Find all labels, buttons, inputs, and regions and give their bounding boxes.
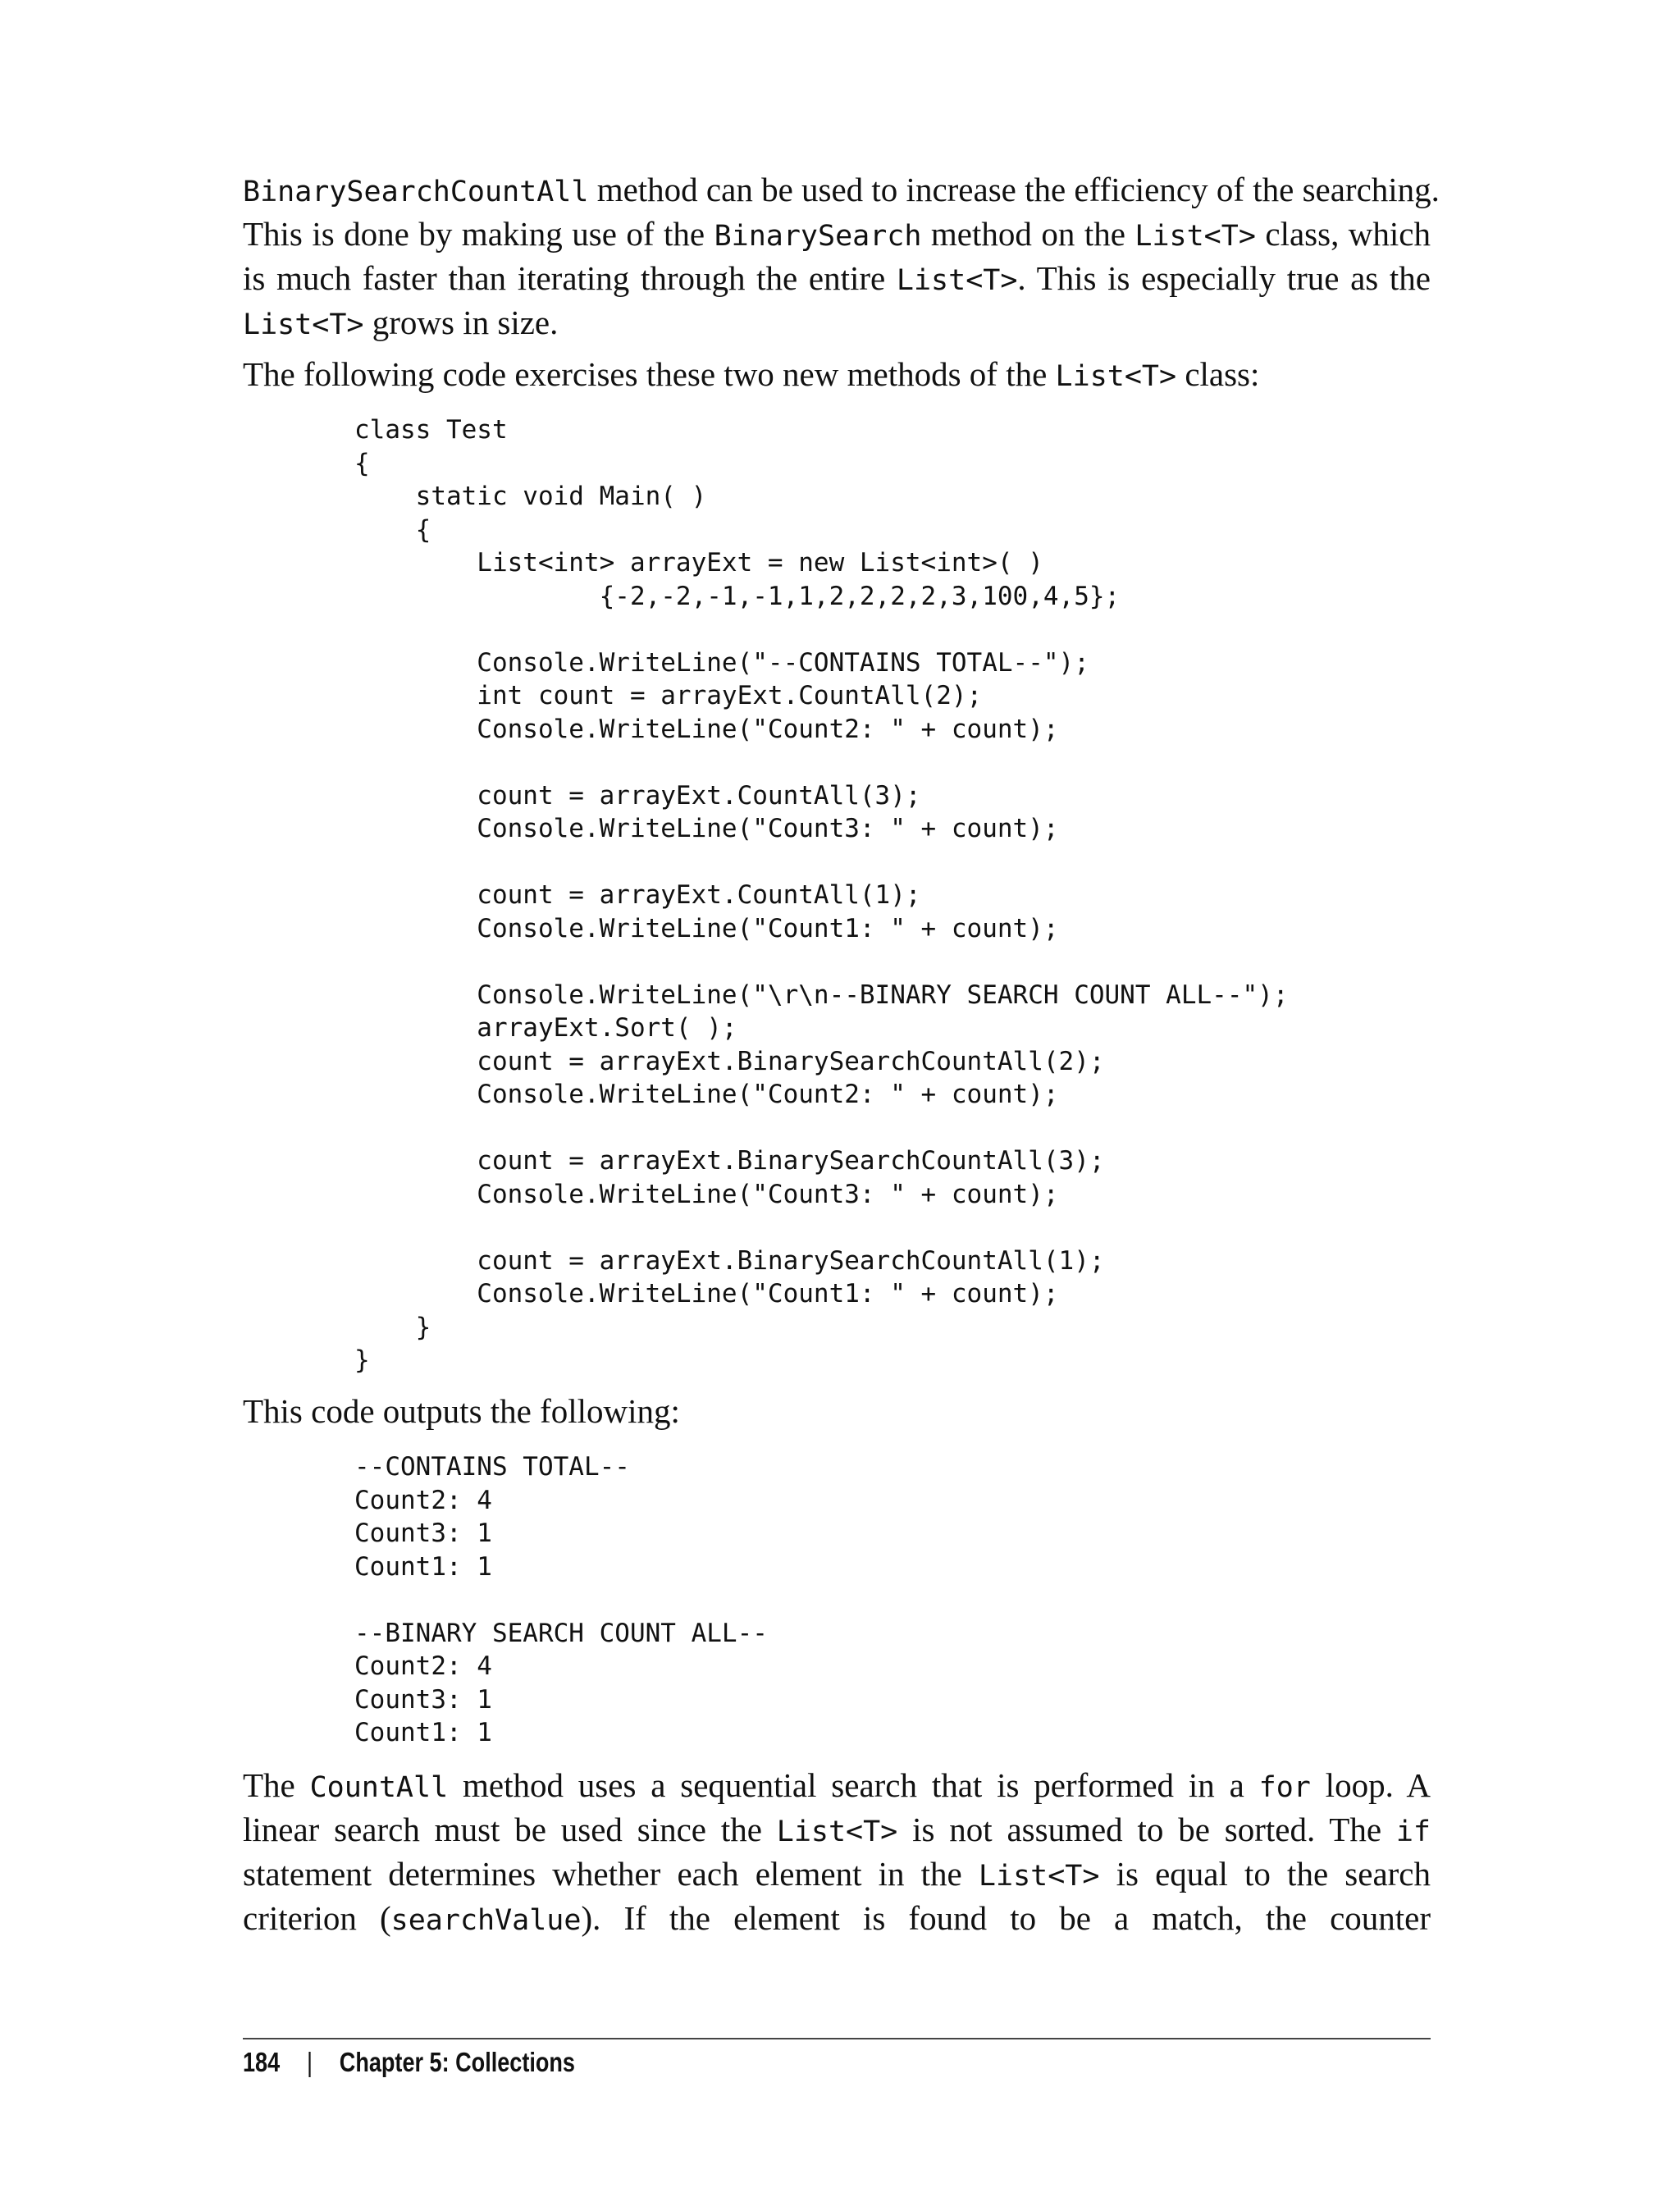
code-term: List<T> bbox=[243, 308, 364, 341]
code-term: List<T> bbox=[978, 1860, 1100, 1893]
code-term: searchValue bbox=[390, 1904, 582, 1937]
intro-line-1: BinarySearchCountAll method can be used to increase the efficiency of the searching. bbox=[243, 171, 1440, 208]
code-term: if bbox=[1395, 1815, 1431, 1848]
output-intro-paragraph bbox=[243, 1391, 1431, 1432]
code-listing: class Test { static void Main( ) { List<int> arrayExt = new List<int>( ) {-2,-2,-1,-1,1,2,2,2,2,3,100,4,5}; Console.WriteLine("--CONTAINS TOTAL--"); int count = arrayExt.CountAll(2); Console.WriteLine("Count2: " + count); count = arrayExt.CountAll(3); Console.WriteLine("Count3: " + count); count = arrayExt.CountAll(1); Console.WriteLine("Count1: " + count); Console.WriteLine("\r\n--BINARY SEARCH COUNT ALL--"); arrayExt.Sort( ); count = arrayExt.BinarySearchCountAll(2); Console.WriteLine("Count2: " + count); count = arrayExt.BinarySearchCountAll(3); Console.WriteLine("Count3: " + count); count = arrayExt.BinarySearchCountAll(1); Console.WriteLine("Count1: " + count); } } bbox=[354, 415, 1289, 1375]
code-term: for bbox=[1258, 1771, 1311, 1804]
footer-divider bbox=[243, 2038, 1431, 2039]
code-term: BinarySearch bbox=[714, 220, 922, 253]
code-term: BinarySearchCountAll bbox=[243, 176, 589, 208]
code-term: List<T> bbox=[1055, 360, 1177, 393]
page-footer bbox=[243, 2044, 575, 2080]
footer-separator: | bbox=[306, 2047, 313, 2077]
explanation-line-4: criterion (searchValue). If the element is found to be a match, the counter bbox=[243, 1899, 1431, 1937]
explanation-line-3: statement determines whether each element in the List<T> is equal to the search bbox=[243, 1855, 1431, 1893]
output-listing: --CONTAINS TOTAL-- Count2: 4 Count3: 1 Count1: 1 --BINARY SEARCH COUNT ALL-- Count2: 4 Count3: 1 Count1: 1 bbox=[354, 1452, 768, 1747]
intro-paragraph bbox=[243, 169, 1440, 346]
intro-line-2: This is done by making use of the BinarySearch method on the List<T> class, which bbox=[243, 215, 1431, 253]
code-term: List<T> bbox=[1134, 220, 1256, 253]
code-intro-paragraph bbox=[243, 354, 1431, 398]
intro-line-3: is much faster than iterating through the entire List<T>. This is especially true as the bbox=[243, 259, 1431, 297]
code-term: List<T> bbox=[776, 1815, 898, 1848]
explanation-line-2: linear search must be used since the List<T> is not assumed to be sorted. The if bbox=[243, 1811, 1431, 1848]
explanation-paragraph bbox=[243, 1765, 1431, 1942]
page-number: 184 bbox=[243, 2047, 281, 2077]
explanation-line-1: The CountAll method uses a sequential search that is performed in a for loop. A bbox=[243, 1766, 1431, 1804]
intro-line-4: List<T> grows in size. bbox=[243, 304, 559, 341]
code-intro-line: The following code exercises these two new methods of the List<T> class: bbox=[243, 355, 1260, 393]
code-term: CountAll bbox=[309, 1771, 449, 1804]
code-term: List<T> bbox=[896, 264, 1018, 297]
output-intro-line: This code outputs the following: bbox=[243, 1392, 680, 1430]
chapter-title: Chapter 5: Collections bbox=[339, 2047, 575, 2077]
